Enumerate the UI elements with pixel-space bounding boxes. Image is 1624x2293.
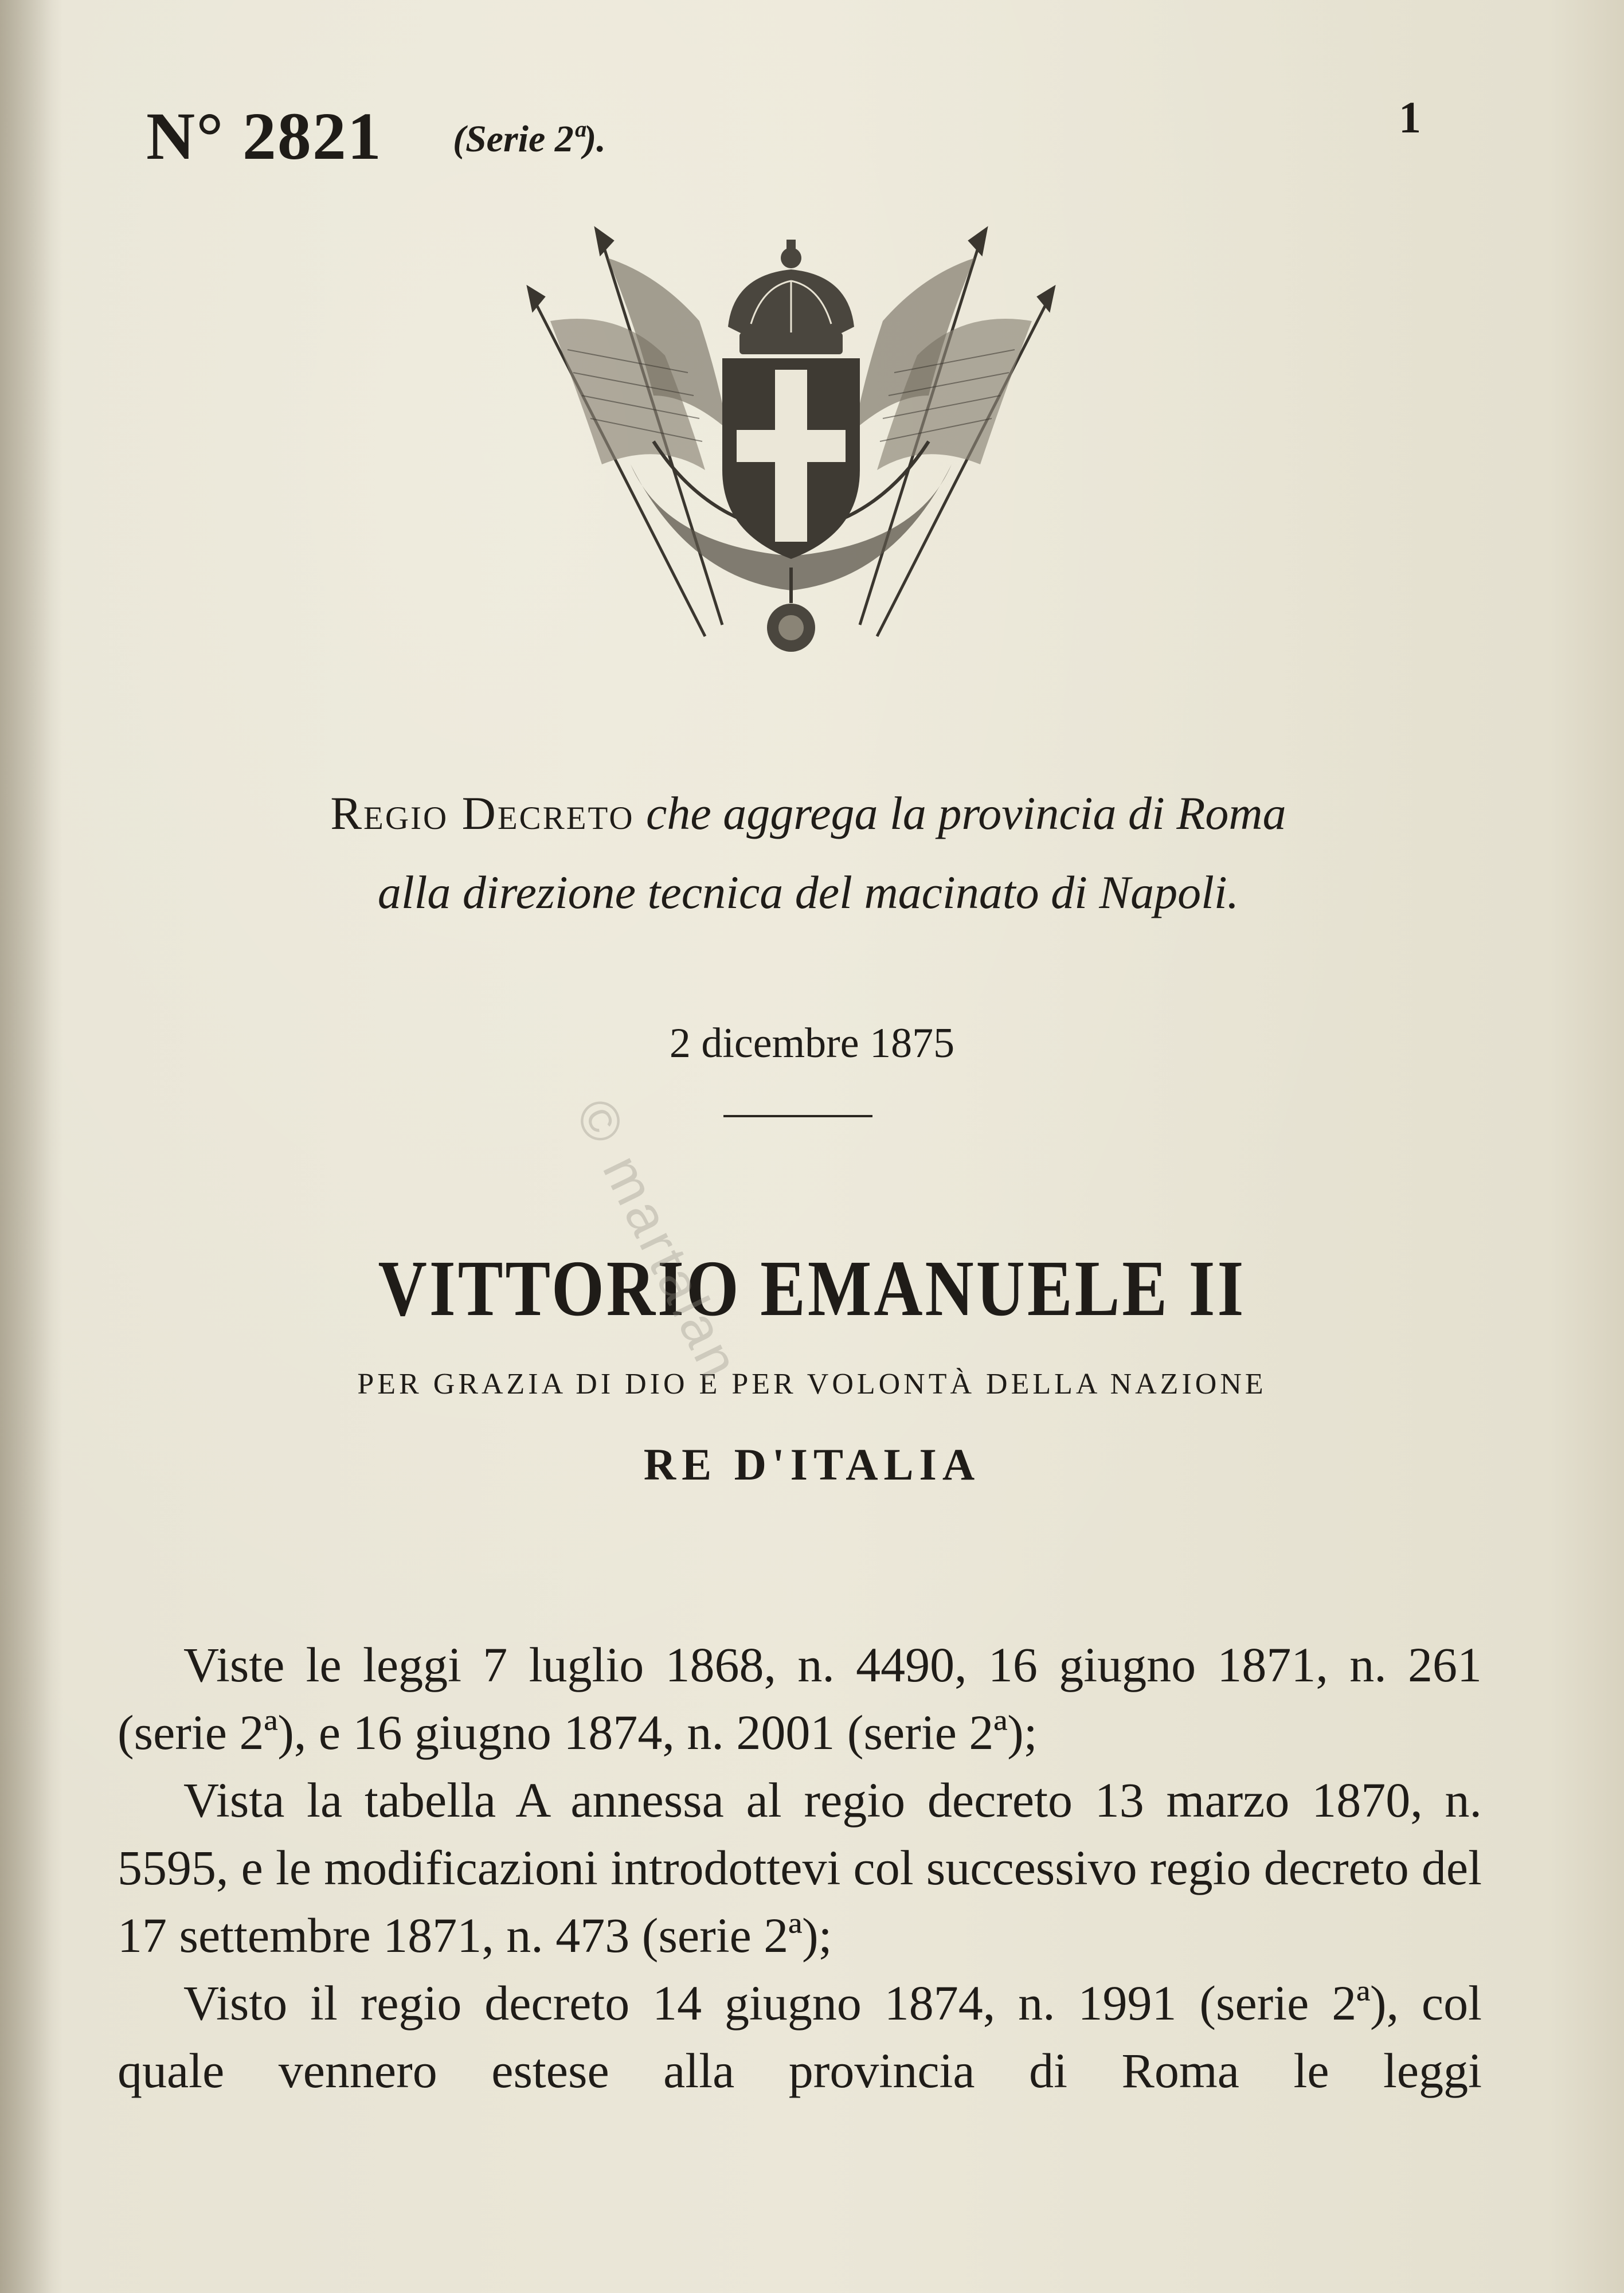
page-edge-shadow [0,0,63,2293]
decree-serie: (Serie 2ª). [453,118,606,160]
decree-title [115,774,1502,932]
divider-rule [723,1115,872,1117]
decree-title-line1: che aggrega la provincia di Roma [646,787,1286,839]
sovereign-grace: PER GRAZIA DI DIO E PER VOLONTÀ DELLA NAZIONE [357,1368,1267,1400]
decree-title-prefix: Regio Decreto [330,787,635,839]
decree-body [118,1631,1482,2104]
page-number: 1 [1399,92,1421,142]
decree-title-line2: alla direzione tecnica del macinato di Napoli. [377,866,1239,918]
body-paragraph-2: Vista la tabella A annessa al regio decreto 13 marzo 1870, n. 5595, e le modificazioni introdottevi col successivo regio decreto del 17 settembre 1871, n. 473 (serie 2ª); [118,1772,1482,1963]
body-paragraph-3: Visto il regio decreto 14 giugno 1874, n. 1991 (serie 2ª), col quale vennero estese alla provincia di Roma le leggi [118,1975,1482,2098]
decree-date: 2 dicembre 1875 [669,1020,955,1067]
copyright-watermark: © martalan [563,1089,752,1390]
sovereign-title: RE D'ITALIA [643,1439,981,1489]
decree-number: N° 2821 [146,99,382,174]
sovereign-name: VITTORIO EMANUELE II [378,1244,1246,1333]
body-paragraph-1: Viste le leggi 7 luglio 1868, n. 4490, 16 giugno 1871, n. 261 (serie 2ª), e 16 giugno 1874, n. 2001 (serie 2ª); [118,1637,1482,1760]
savoy-crest-icon [516,224,1066,676]
